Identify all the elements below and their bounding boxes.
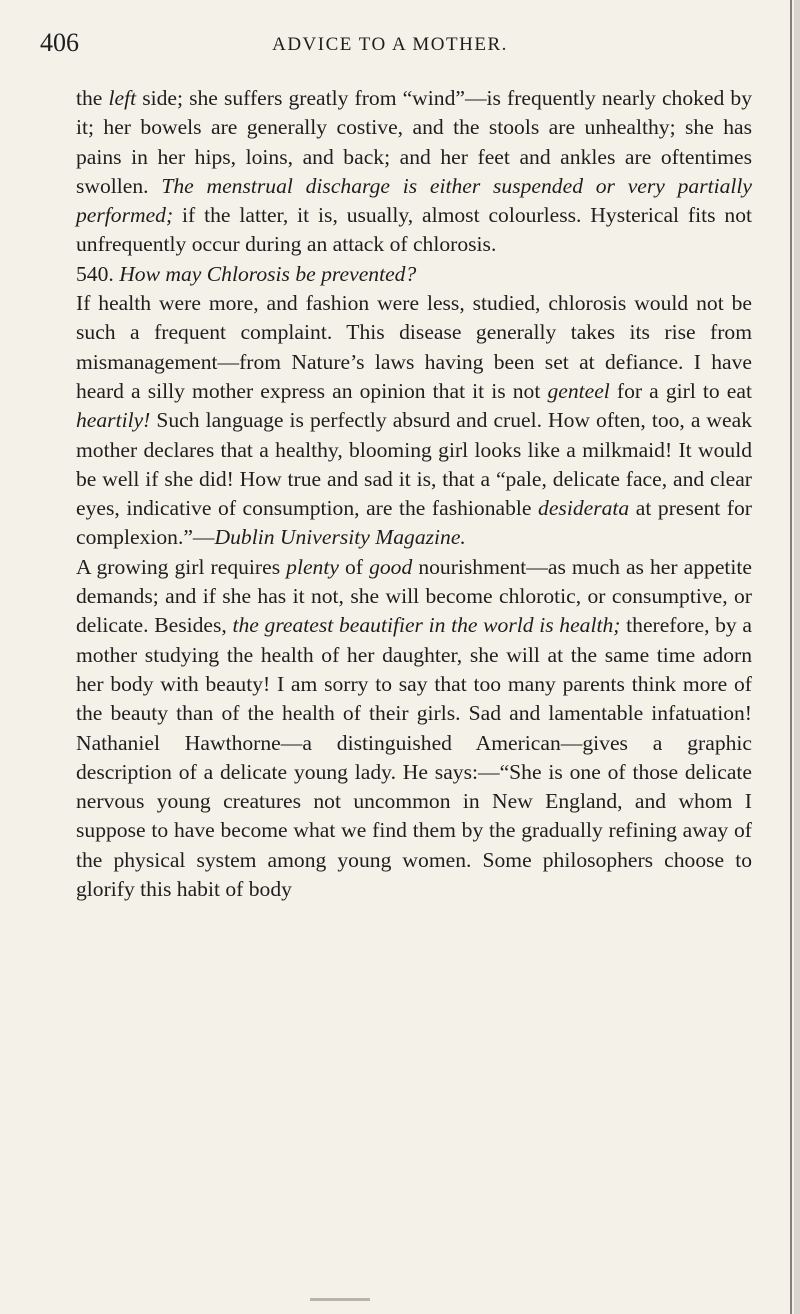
italic-text: genteel	[547, 378, 610, 403]
italic-text: plenty	[286, 554, 339, 579]
italic-text: the greatest beautifier in the world is health;	[232, 613, 621, 638]
text-run: if the latter, it is, usually, almost colourless. Hysterical fits not unfrequently occur during an attack of chlorosis.	[76, 203, 752, 257]
paragraph-p1	[76, 84, 752, 260]
text-run: therefore, by a mother studying the health of her daughter, she will at the same time adorn her body with beauty! I am sorry to say that too many parents think more of the beauty than of the health of their girls. Sad and lamentable infatuation! Nathaniel Hawthorne—a distinguished American—gives a graphic description of a delicate young lady. He says:—“She is one of those delicate nervous young creatures not uncommon in New England, and whom I suppose to have become what we find them by the gradually refining away of the physical system among young women. Some philosophers choose to glorify this habit of body	[76, 613, 752, 902]
text-run: at present for complexion.”—	[76, 496, 752, 550]
paragraph-p4	[76, 553, 752, 905]
paragraph-p2	[76, 260, 752, 289]
paragraph-p3	[76, 289, 752, 553]
text-run: side; she suffers greatly from “wind”—is frequently nearly choked by it; her bowels are generally costive, and the stools are unhealthy; she has pains in her hips, loins, and back; and her feet and ankles are oftentimes swollen.	[76, 86, 753, 198]
text-run: If health were more, and fashion were less, studied, chlorosis would not be such a frequent complaint. This disease generally takes its rise from mismanagement—from Nature’s laws having been set at defiance. I have heard a silly mother express an opinion that it is not	[76, 291, 752, 403]
italic-text: How may Chlorosis be prevented?	[119, 261, 417, 286]
page-number: 406	[40, 28, 79, 57]
body-text	[76, 84, 752, 904]
italic-text: left	[108, 86, 137, 110]
italic-text: good	[369, 554, 413, 579]
italic-text: The menstrual discharge is either suspended or very partially performed;	[76, 173, 752, 228]
footer-smudge	[310, 1298, 370, 1301]
page-header	[40, 28, 740, 58]
text-run: A growing girl requires	[76, 554, 287, 579]
text-run: 540.	[76, 261, 120, 286]
text-run: Such language is perfectly absurd and cruel. How often, too, a weak mother declares that a healthy, blooming girl looks like a milkmaid! It would be well if she did! How true and sad it is, that a “pale, delicate face, and clear eyes, indicative of consumption, are the fashionable	[76, 408, 752, 521]
text-run: the	[76, 86, 109, 110]
text-run: for a girl to eat	[609, 378, 752, 403]
page-edge-line	[790, 0, 792, 1314]
running-head: ADVICE TO A MOTHER.	[272, 34, 508, 55]
text-run: nourishment—as much as her appetite demands; and if she has it not, she will become chlorotic, or consumptive, or delicate. Besides,	[76, 554, 752, 638]
italic-text: Dublin University Magazine.	[214, 525, 466, 550]
italic-text: desiderata	[538, 496, 630, 521]
text-run: of	[338, 554, 370, 579]
page-edge-shadow	[794, 0, 800, 1314]
italic-text: heartily!	[76, 408, 151, 433]
